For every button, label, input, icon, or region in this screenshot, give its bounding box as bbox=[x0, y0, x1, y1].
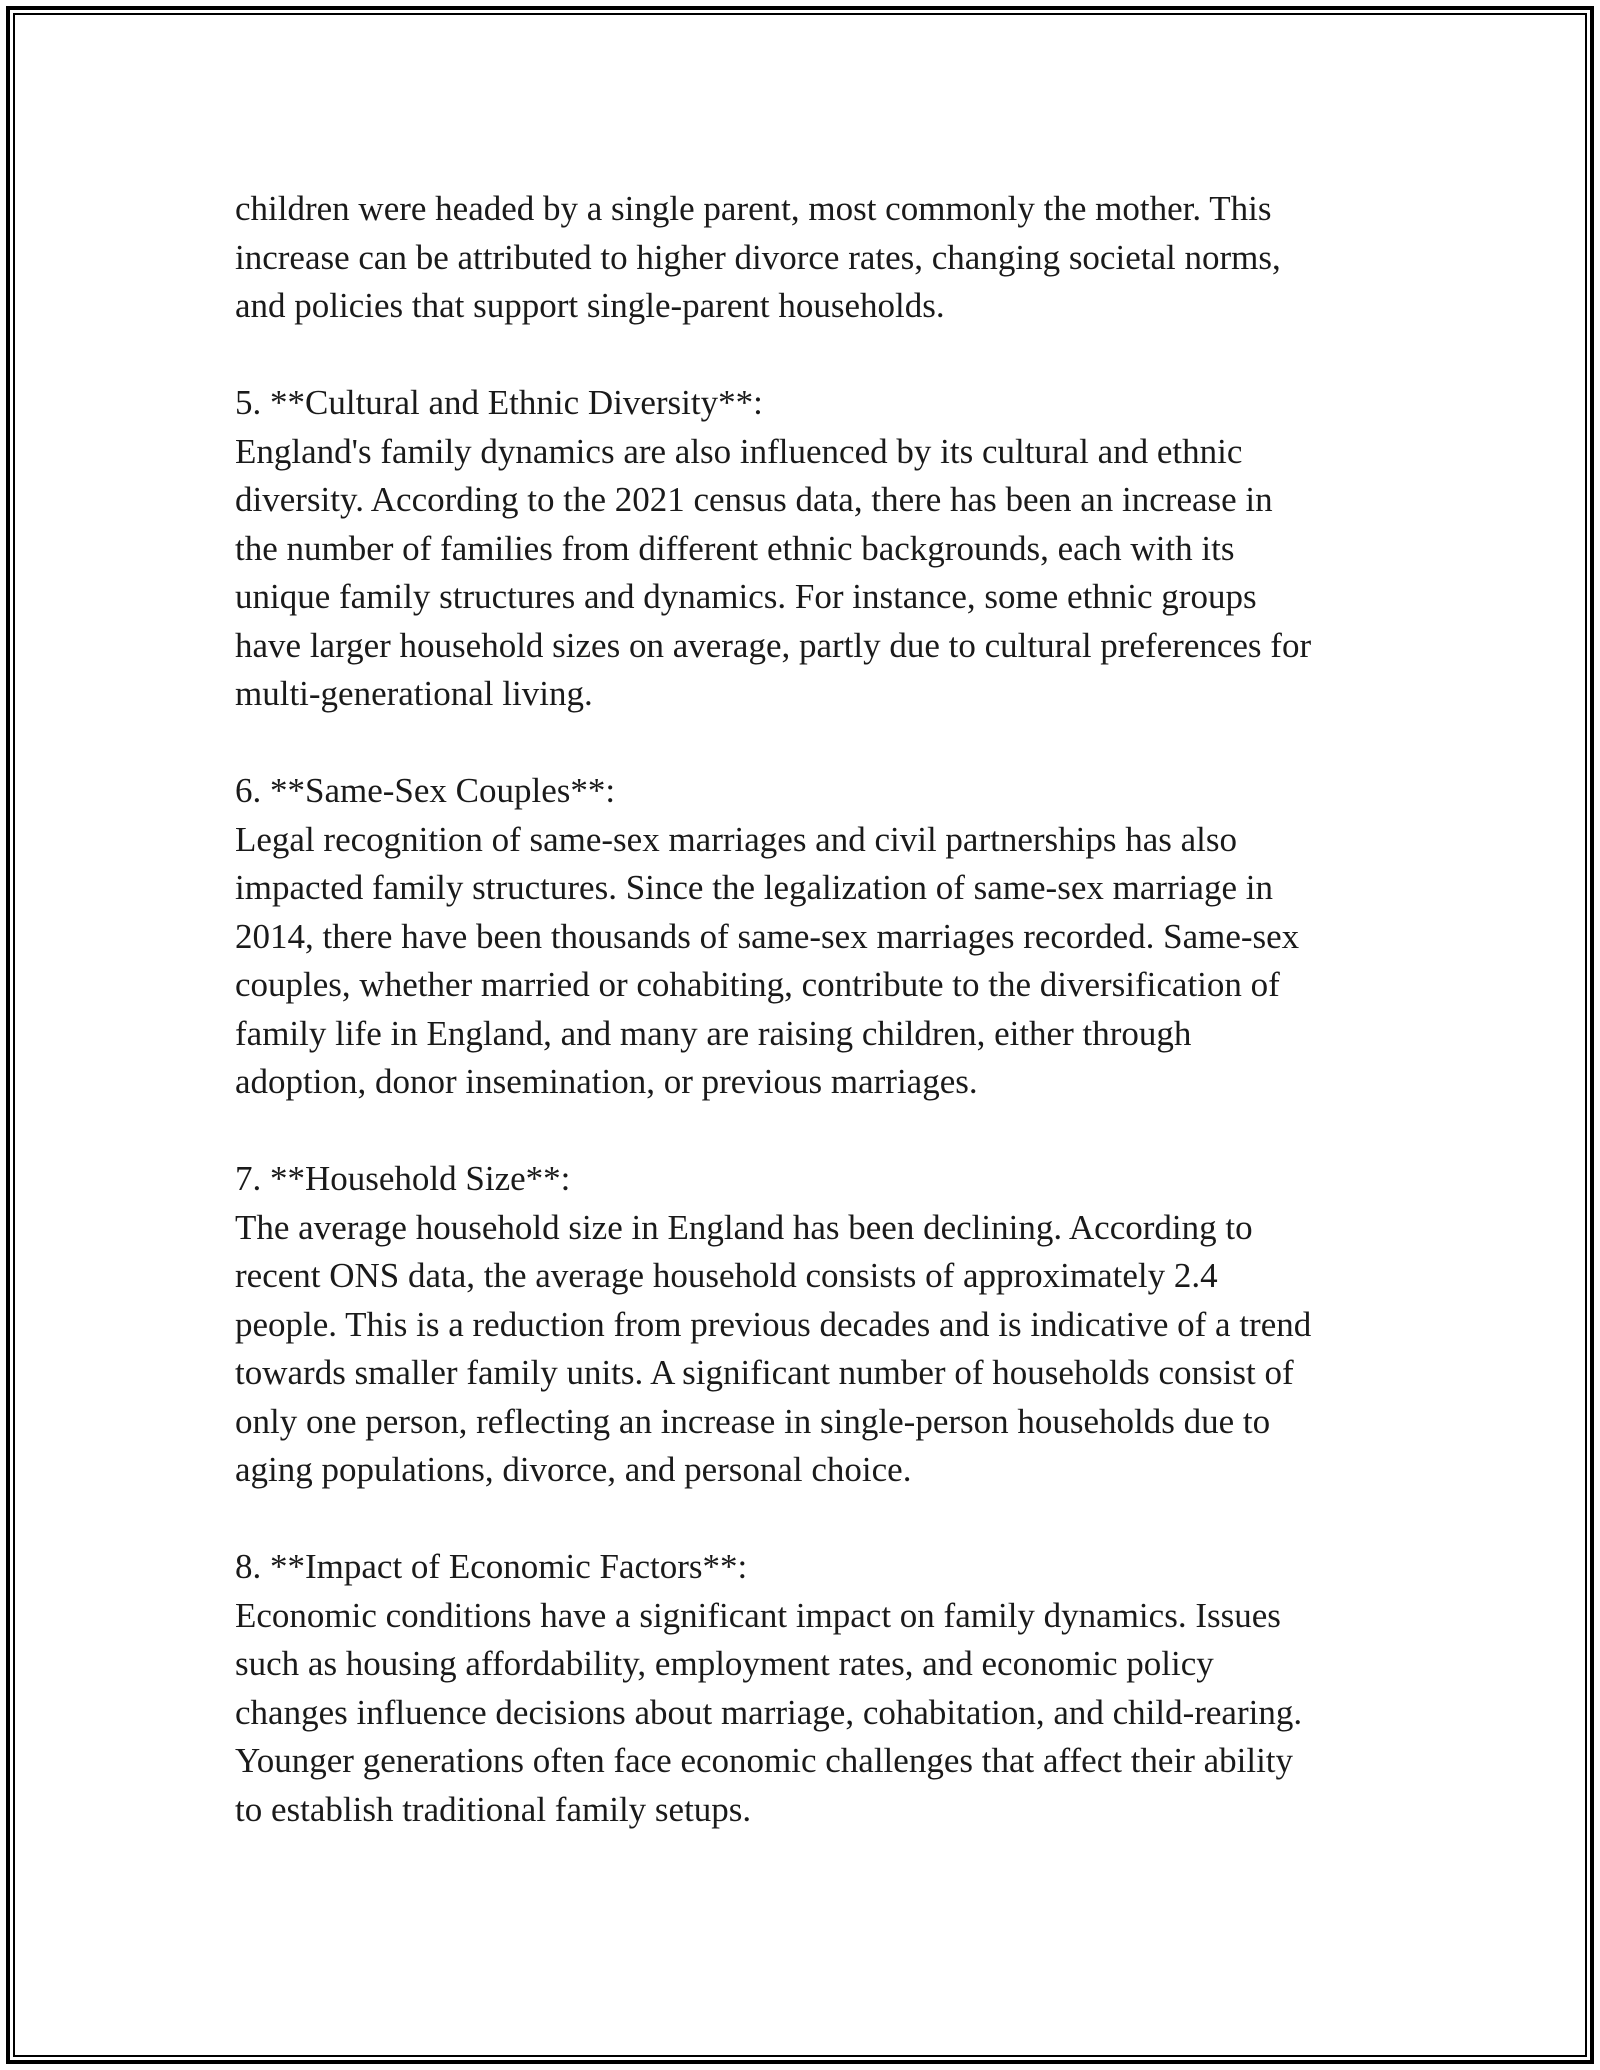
section-body: The average household size in England has been declining. According to recent ONS data, the average household consists of approximately 2.4 people. This is a reduction from previous decades and is indicative of a trend towards smaller family units. A significant number of households consist of only one person, reflecting an increase in single-person households due to aging populations, divorce, and personal choice. bbox=[235, 1207, 1312, 1489]
section-economic-factors bbox=[235, 1543, 1415, 1834]
paragraph-spacer bbox=[235, 1495, 1415, 1544]
section-heading: 6. **Same-Sex Couples**: bbox=[235, 771, 616, 810]
section-body: Legal recognition of same-sex marriages and civil partnerships has also impacted family structures. Since the legalization of same-sex marriage in 2014, there have been thousands of same-sex marriages recorded. Same-sex couples, whether married or cohabiting, contribute to the diversification of family life in England, and many are raising children, either through adoption, donor insemination, or previous marriages. bbox=[235, 819, 1300, 1101]
paragraph-spacer bbox=[235, 719, 1415, 768]
section-heading: 7. **Household Size**: bbox=[235, 1159, 571, 1198]
section-heading: 5. **Cultural and Ethnic Diversity**: bbox=[235, 383, 763, 422]
section-body: England's family dynamics are also influenced by its cultural and ethnic diversity. According to the 2021 census data, there has been an increase in the number of families from different ethnic backgrounds, each with its unique family structures and dynamics. For instance, some ethnic groups have larger household sizes on average, partly due to cultural preferences for multi-generational living. bbox=[235, 431, 1312, 713]
section-household-size bbox=[235, 1155, 1415, 1495]
section-cultural-ethnic-diversity bbox=[235, 379, 1415, 719]
intro-paragraph: children were headed by a single parent, most commonly the mother. This increase can be attributed to higher divorce rates, changing societal norms, and policies that support single-parent households. bbox=[235, 189, 1281, 325]
section-heading: 8. **Impact of Economic Factors**: bbox=[235, 1547, 748, 1586]
document-body bbox=[235, 185, 1415, 1834]
paragraph-spacer bbox=[235, 331, 1415, 380]
section-body: Economic conditions have a significant impact on family dynamics. Issues such as housing affordability, employment rates, and economic policy changes influence decisions about marriage, cohabitation, and child-rearing. Younger generations often face economic challenges that affect their ability to establish traditional family setups. bbox=[235, 1595, 1303, 1829]
paragraph-spacer bbox=[235, 1107, 1415, 1156]
section-same-sex-couples bbox=[235, 767, 1415, 1107]
